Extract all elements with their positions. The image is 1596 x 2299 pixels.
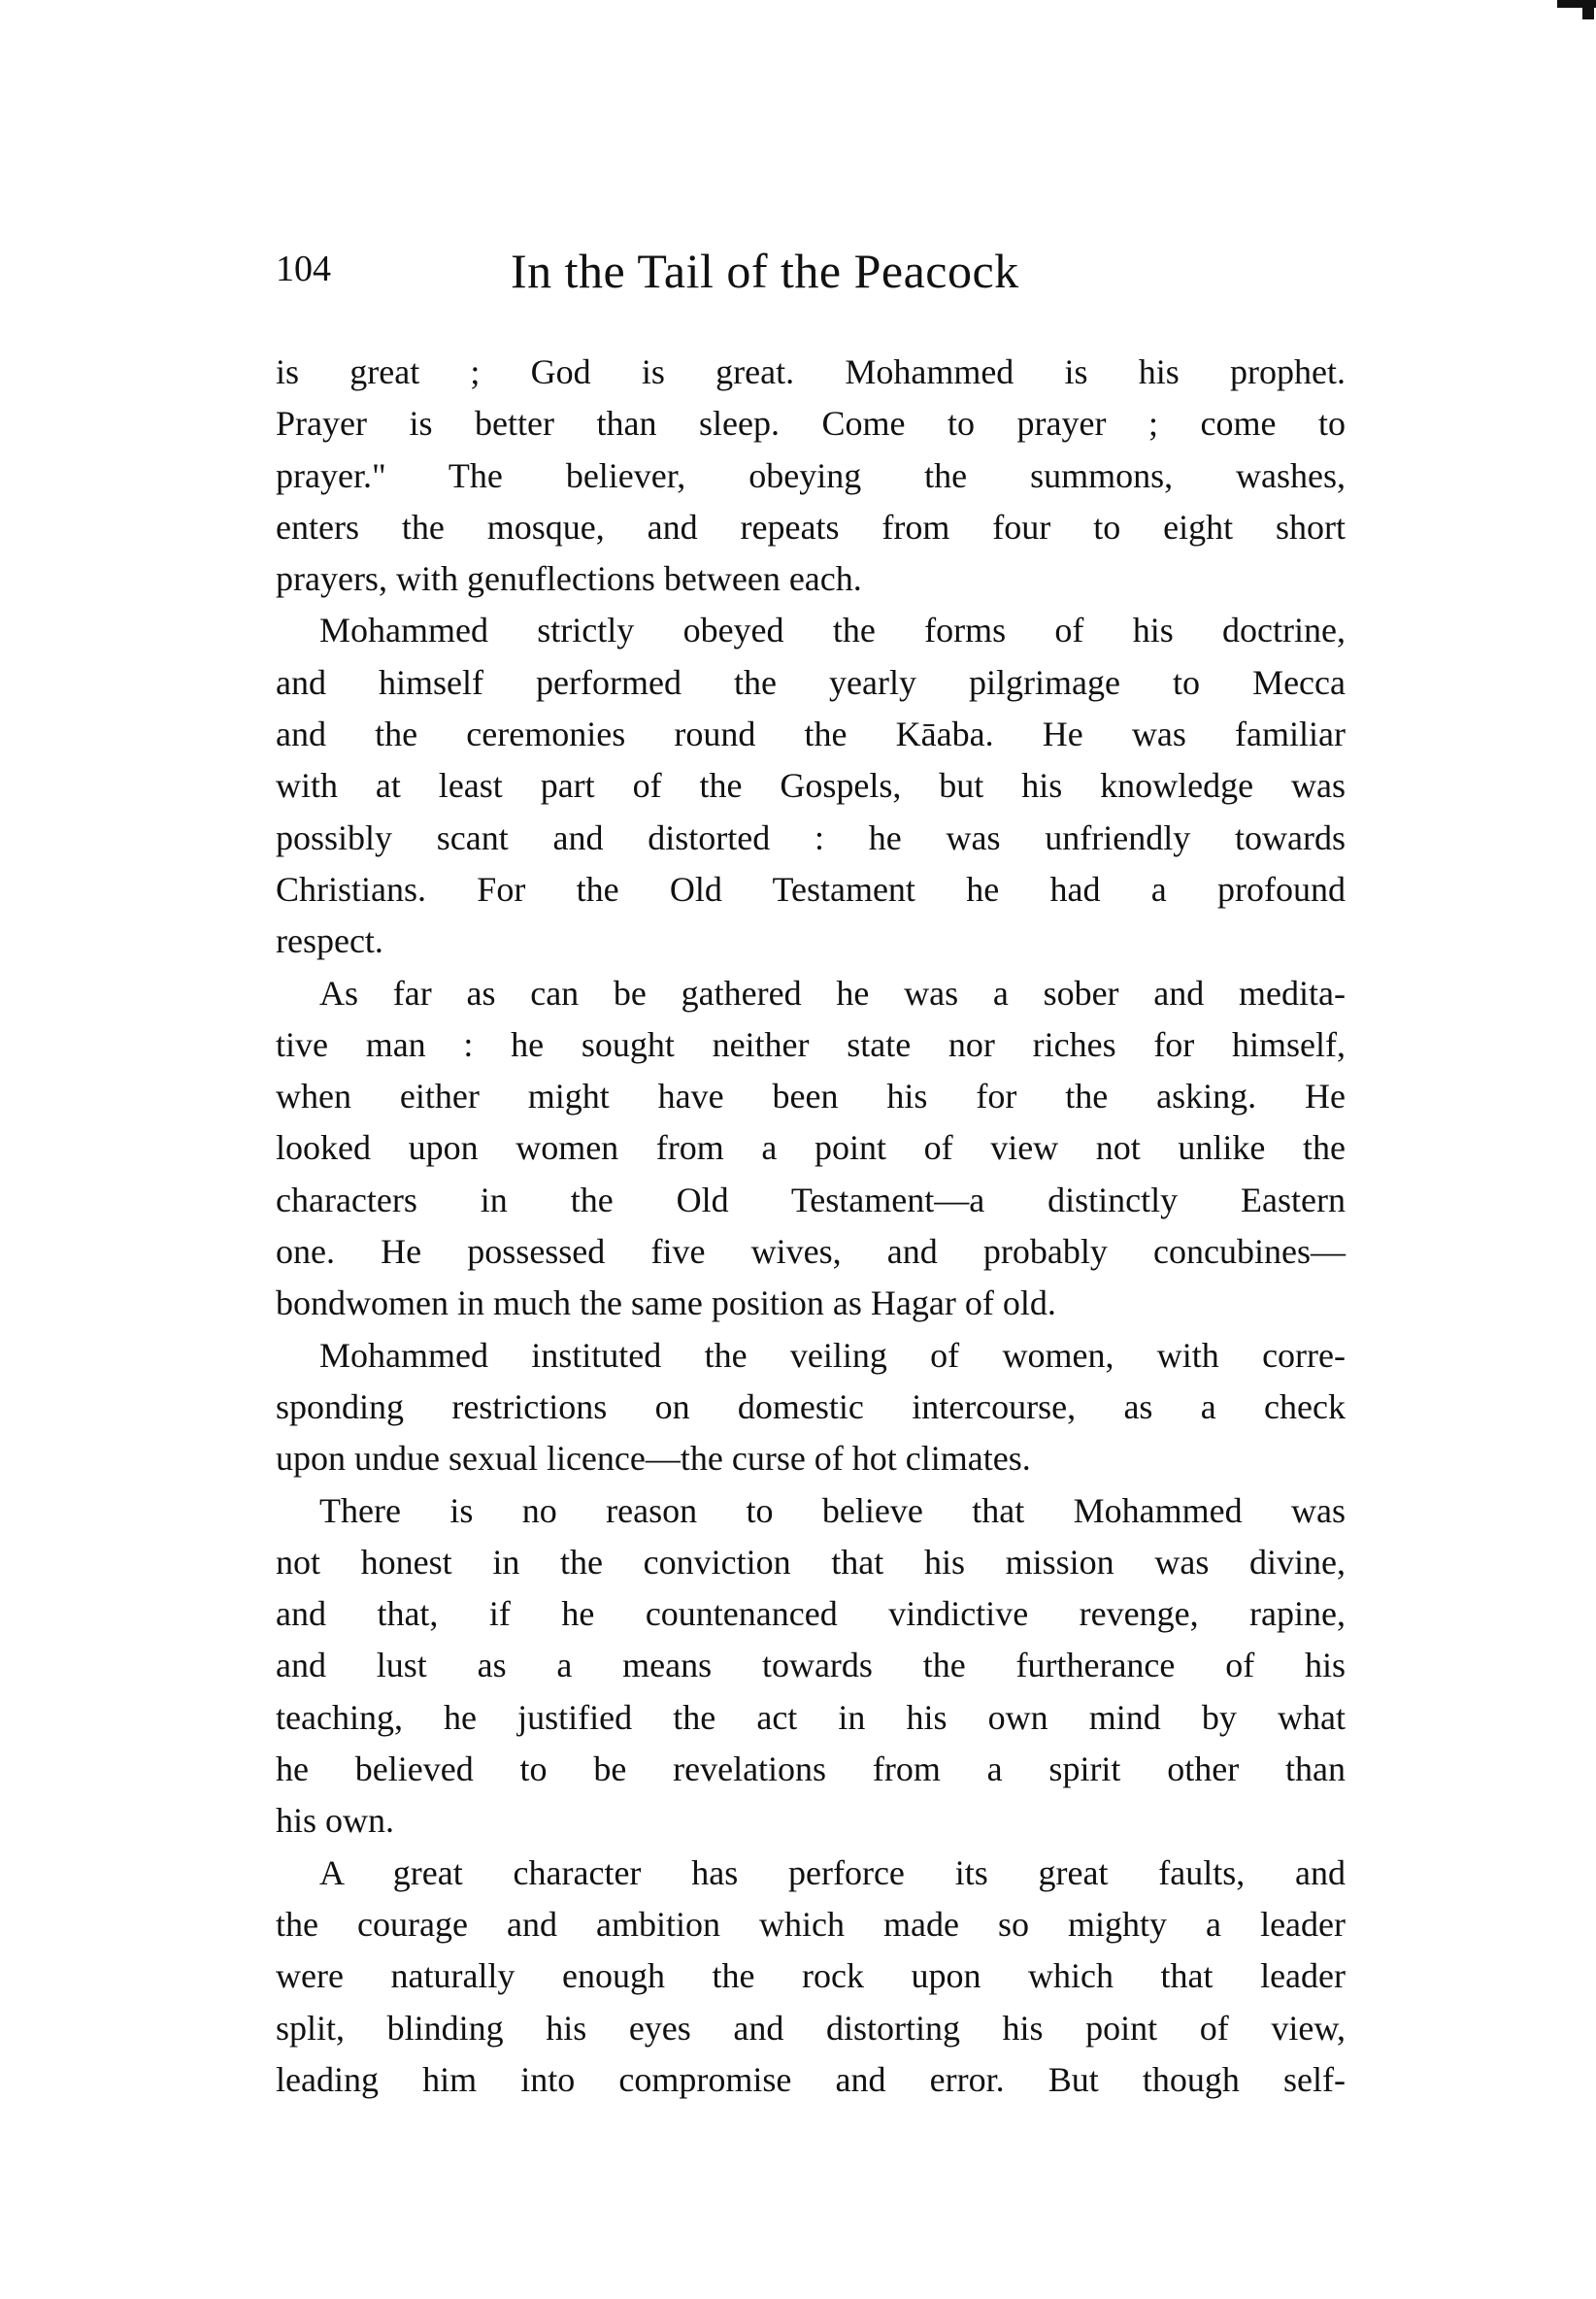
text-line: teaching, he justified the act in his own mind by what	[276, 1697, 1346, 1737]
text-line: when either might have been his for the asking. He	[276, 1077, 1346, 1116]
text-line: possibly scant and distorted : he was unfriendly towards	[276, 817, 1346, 857]
text-line: upon undue sexual licence—the curse of hot climates.	[276, 1439, 1031, 1479]
scan-edge-mark	[1582, 6, 1594, 19]
text-line: with at least part of the Gospels, but his knowledge was	[276, 766, 1346, 806]
text-line: and the ceremonies round the Kāaba. He was familiar	[276, 715, 1346, 754]
text-line: split, blinding his eyes and distorting his point of view,	[276, 2008, 1346, 2048]
text-line: and lust as a means towards the furtherance of his	[276, 1646, 1346, 1685]
text-line: and that, if he countenanced vindictive revenge, rapine,	[276, 1594, 1346, 1634]
text-line: and himself performed the yearly pilgrimage to Mecca	[276, 662, 1346, 702]
text-line: sponding restrictions on domestic intercourse, as a check	[276, 1386, 1346, 1426]
text-line: the courage and ambition which made so mighty a leader	[276, 1904, 1346, 1944]
text-line: prayer." The believer, obeying the summons, washes,	[276, 455, 1346, 495]
text-line: Prayer is better than sleep. Come to prayer ; come to	[276, 404, 1346, 444]
text-line: leading him into compromise and error. But though self-	[276, 2059, 1346, 2099]
page-number: 104	[276, 249, 331, 289]
text-line: is great ; God is great. Mohammed is his prophet.	[276, 352, 1346, 391]
text-line: were naturally enough the rock upon which that leader	[276, 1956, 1346, 1996]
text-line: his own.	[276, 1801, 395, 1841]
text-line: characters in the Old Testament—a distinctly Eastern	[276, 1180, 1346, 1219]
text-line: one. He possessed five wives, and probably concubines—	[276, 1232, 1346, 1272]
text-line: bondwomen in much the same position as Hagar of old.	[276, 1283, 1056, 1323]
text-line: As far as can be gathered he was a sober and medita-	[319, 973, 1346, 1013]
text-line: Mohammed strictly obeyed the forms of his doctrine,	[319, 611, 1346, 650]
text-line: Christians. For the Old Testament he had a profound	[276, 869, 1346, 909]
text-line: There is no reason to believe that Mohammed was	[319, 1490, 1346, 1530]
text-line: respect.	[276, 921, 383, 961]
text-line: not honest in the conviction that his mission was divine,	[276, 1542, 1346, 1582]
body-text	[276, 347, 1346, 2106]
running-title: In the Tail of the Peacock	[511, 244, 1019, 298]
text-line: prayers, with genuflections between each.	[276, 559, 862, 599]
text-line: he believed to be revelations from a spirit other than	[276, 1749, 1346, 1789]
text-line: enters the mosque, and repeats from four to eight short	[276, 507, 1346, 547]
text-line: A great character has perforce its great faults, and	[319, 1852, 1346, 1892]
text-line: looked upon women from a point of view not unlike the	[276, 1128, 1346, 1168]
text-line: Mohammed instituted the veiling of women, with corre-	[319, 1335, 1346, 1375]
text-line: tive man : he sought neither state nor riches for himself,	[276, 1024, 1346, 1064]
